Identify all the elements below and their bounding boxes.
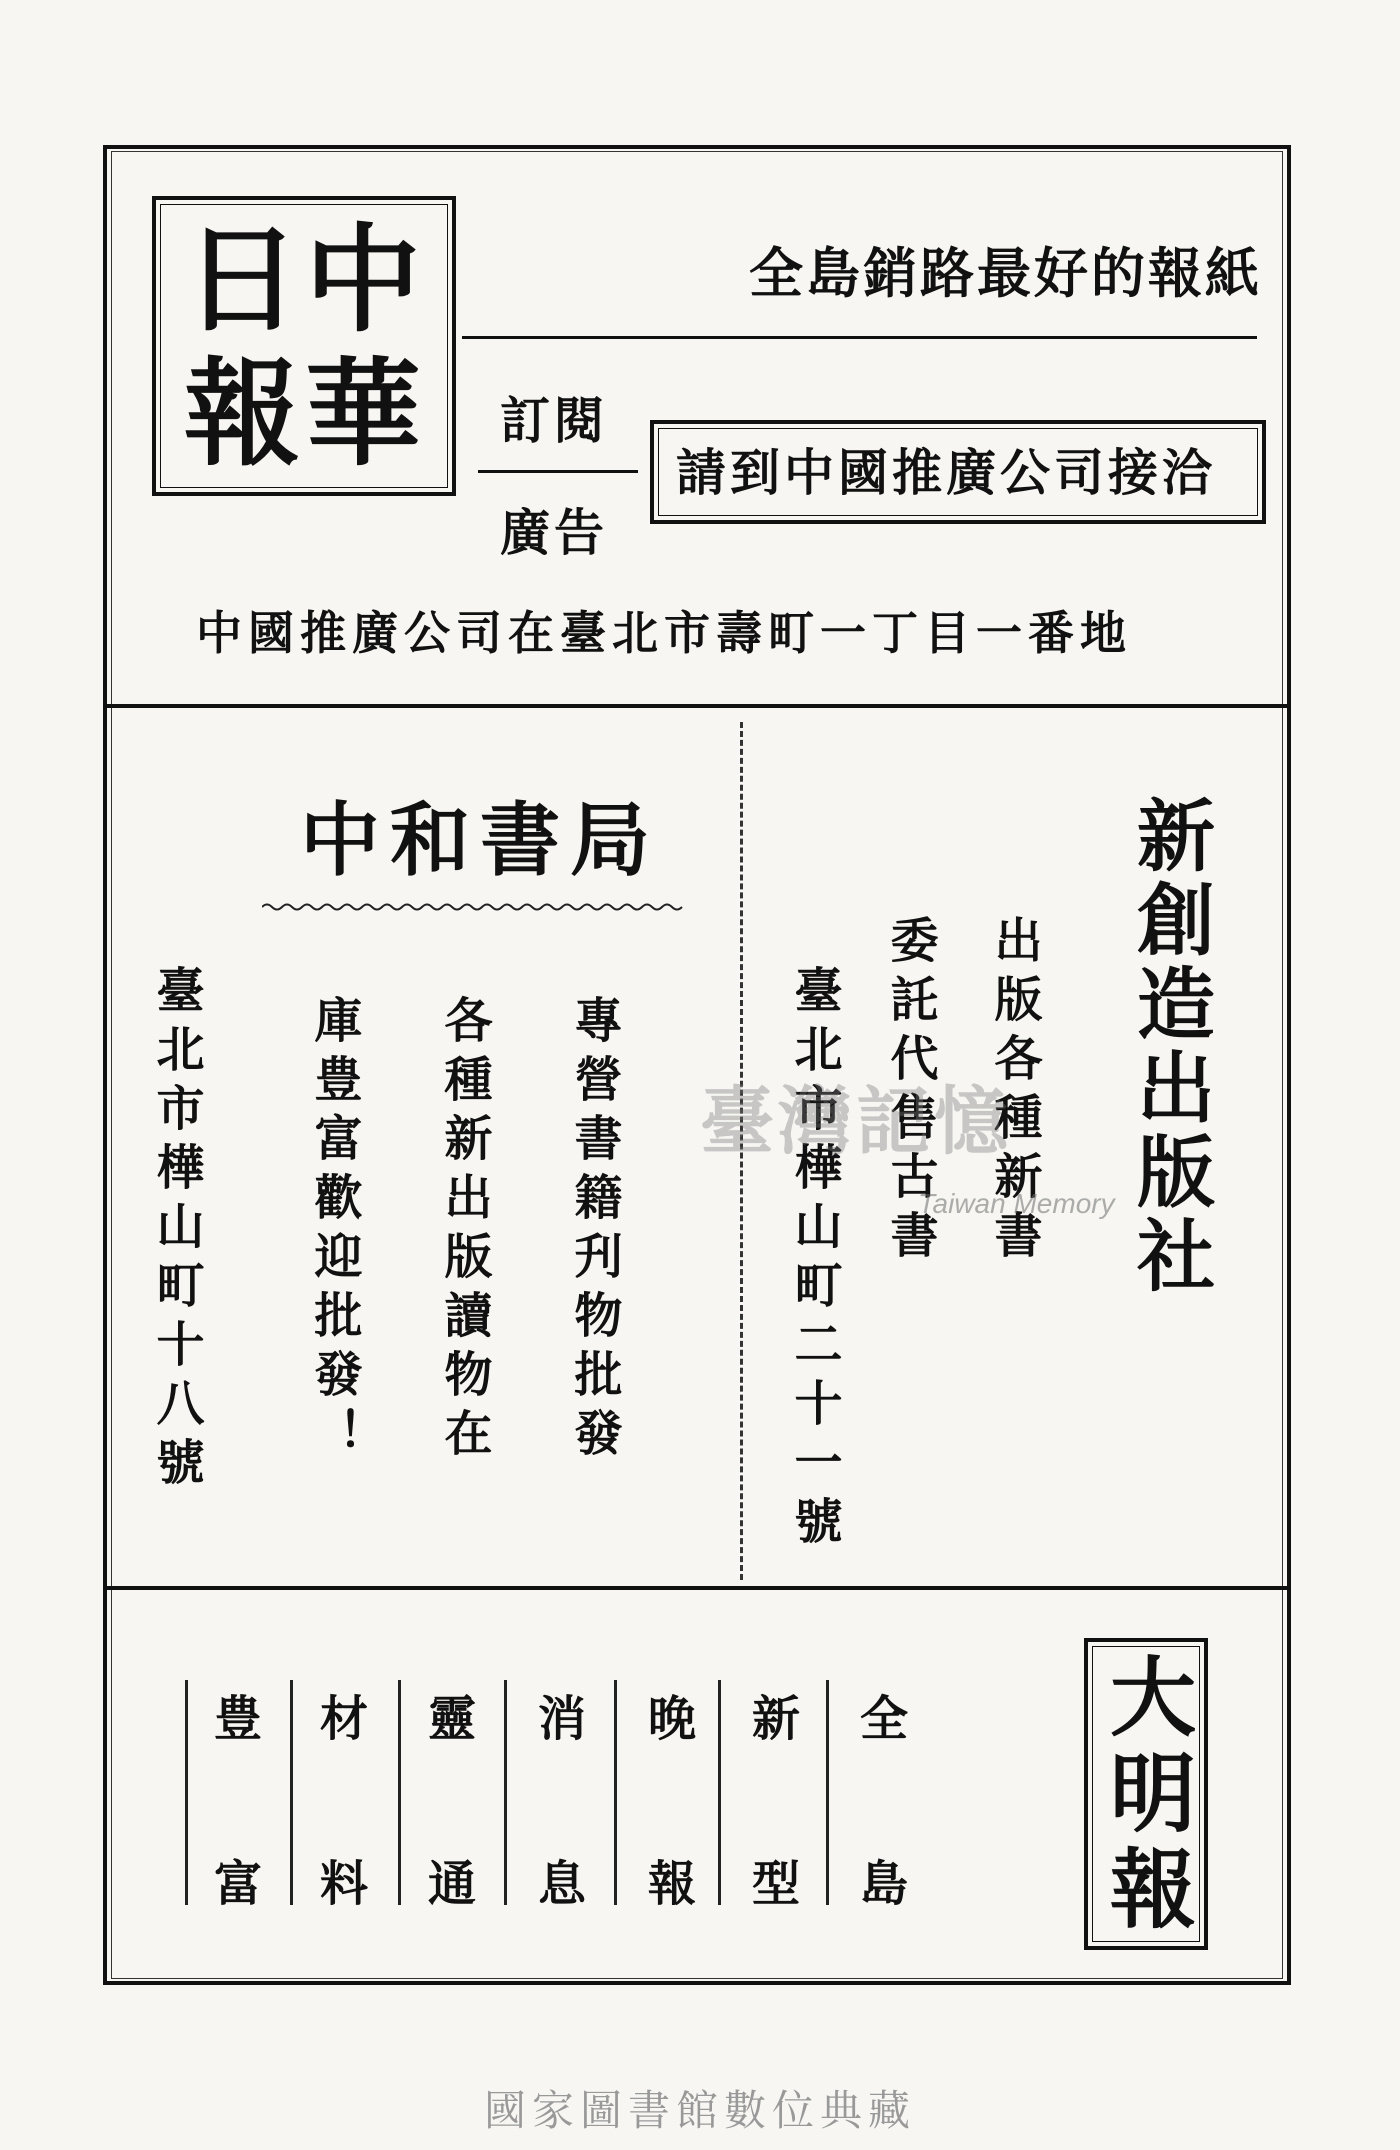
logo-char-hua: 華 — [305, 346, 421, 482]
bookstore-title-wave-rule — [262, 900, 687, 914]
phrase-rule-6 — [290, 1680, 293, 1905]
publisher-line-2: 委託代售古書 — [882, 915, 938, 1269]
logo-char-bao: 報 — [184, 346, 300, 482]
phrase-rule-2 — [718, 1680, 721, 1905]
section-divider-bottom — [103, 1586, 1291, 1590]
phrase-rule-5 — [398, 1680, 401, 1905]
phrase-3-bottom: 報 — [648, 1856, 697, 1912]
phrase-1-bottom: 島 — [860, 1856, 909, 1912]
zhonghua-address: 中國推廣公司在臺北市壽町一丁目一番地 — [196, 606, 1132, 660]
bookstore-line-1: 專營書籍刋物批發 — [566, 995, 622, 1467]
logo-char-ri: 日 — [184, 212, 300, 348]
slogan-rule — [462, 336, 1257, 339]
phrase-2-bottom: 型 — [752, 1856, 801, 1912]
subscription-divider — [478, 470, 638, 473]
taiwan-memory-watermark: 臺灣記憶 — [700, 1079, 1012, 1165]
phrase-1-top: 全 — [860, 1691, 909, 1747]
phrase-6-bottom: 料 — [320, 1856, 369, 1912]
phrase-4-bottom: 息 — [538, 1856, 587, 1912]
taiwan-memory-watermark-en: Taiwan Memory — [918, 1188, 1115, 1219]
publisher-title: 新創造出版社 — [1124, 795, 1215, 1299]
section-divider-top — [103, 704, 1291, 708]
phrase-5-top: 靈 — [428, 1691, 477, 1747]
phrase-6-top: 材 — [320, 1691, 369, 1747]
subscription-label: 訂閱 — [500, 391, 608, 450]
phrase-2-top: 新 — [752, 1691, 801, 1747]
bookstore-address: 臺北市樺山町十八號 — [148, 965, 204, 1496]
publisher-address: 臺北市樺山町二十一號 — [786, 965, 842, 1555]
daming-title: 大明報 — [1095, 1652, 1196, 1940]
advertising-label: 廣告 — [500, 503, 608, 562]
phrase-rule-1 — [826, 1680, 829, 1905]
phrase-3-top: 晚 — [648, 1691, 697, 1747]
phrase-rule-4 — [504, 1680, 507, 1905]
publisher-line-1: 出版各種新書 — [986, 915, 1042, 1269]
logo-char-zhong: 中 — [305, 212, 421, 348]
bookstore-line-3: 庫豊富歡迎批發！ — [306, 995, 362, 1467]
phrase-rule-left — [185, 1680, 188, 1905]
bookstore-title: 中和書局 — [300, 793, 660, 887]
phrase-7-bottom: 富 — [214, 1856, 263, 1912]
zhonghua-slogan: 全島銷路最好的報紙 — [749, 241, 1262, 305]
phrase-4-top: 消 — [538, 1691, 587, 1747]
phrase-5-bottom: 通 — [428, 1856, 477, 1912]
phrase-7-top: 豊 — [214, 1691, 263, 1747]
bookstore-line-2: 各種新出版讀物在 — [436, 995, 492, 1467]
phrase-rule-3 — [614, 1680, 617, 1905]
contact-text: 請到中國推廣公司接洽 — [676, 443, 1216, 502]
library-footer: 國家圖書館數位典藏 — [483, 2086, 916, 2135]
